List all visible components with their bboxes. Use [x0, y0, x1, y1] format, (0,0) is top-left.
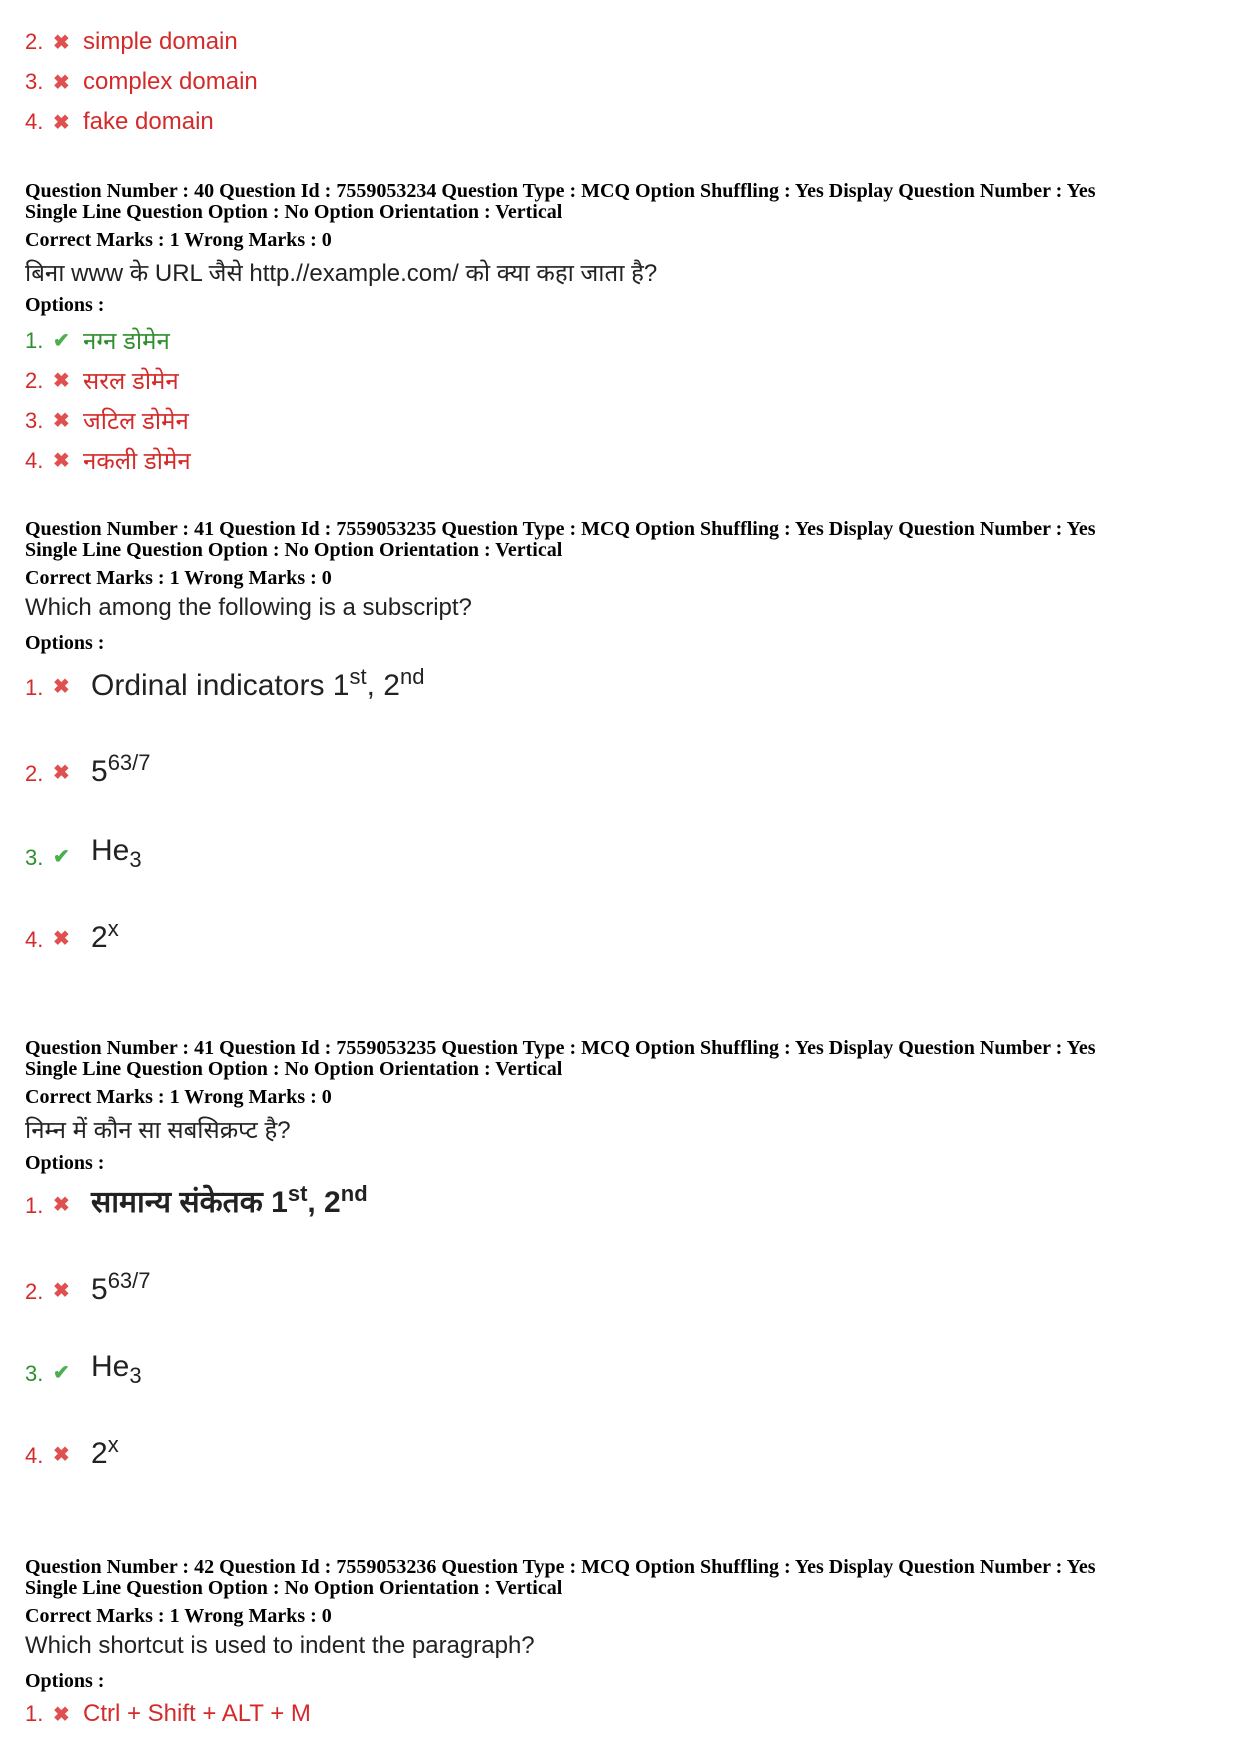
question-text: Which among the following is a subscript? [25, 594, 472, 621]
option-text: नग्न डोमेन [83, 328, 170, 355]
option-row [25, 108, 214, 136]
question-marks: Correct Marks : 1 Wrong Marks : 0 [25, 1086, 332, 1108]
option-number: 4. [25, 109, 44, 134]
option-row [25, 68, 258, 96]
question-meta-line-2: Single Line Question Option : No Option Orientation : Vertical [25, 539, 563, 561]
option-content: Ordinal indicators 1st, 2nd [91, 664, 425, 702]
option-text: नकली डोमेन [83, 448, 191, 475]
option-number: 4. [25, 1443, 44, 1468]
question-meta-line-1: Question Number : 40 Question Id : 7559053234 Question Type : MCQ Option Shuffling : Yes Display Question Number : Yes [25, 180, 1096, 202]
wrong-mark-icon: ✖ [53, 1280, 70, 1302]
option-text: सरल डोमेन [83, 368, 179, 395]
question-meta-line-2: Single Line Question Option : No Option Orientation : Vertical [25, 201, 563, 223]
option-row [25, 28, 238, 56]
question-text: निम्न में कौन सा सबसिक्रप्ट है? [25, 1117, 291, 1144]
wrong-mark-icon: ✖ [53, 1703, 70, 1726]
option-number: 2. [25, 367, 44, 393]
option-number: 2. [25, 1279, 44, 1304]
option-content: $He_3$ [91, 834, 142, 872]
option-text: जटिल डोमेन [83, 408, 189, 435]
option-row [25, 664, 424, 703]
check-mark-icon: ✔ [53, 330, 70, 352]
wrong-mark-icon: ✖ [53, 450, 70, 472]
wrong-mark-icon: ✖ [53, 71, 70, 94]
option-number: 1. [25, 327, 44, 353]
option-content: 2$^x$ [91, 916, 119, 954]
wrong-mark-icon: ✖ [53, 1444, 70, 1466]
option-number: 4. [25, 447, 44, 473]
option-number: 2. [25, 761, 44, 786]
question-text: बिना www के URL जैसे http.//example.com/ को क्या कहा जाता है? [25, 260, 658, 287]
option-text: simple domain [83, 28, 238, 55]
wrong-mark-icon: ✖ [53, 111, 70, 134]
option-row [25, 1350, 142, 1389]
option-row [25, 364, 179, 397]
question-text: Which shortcut is used to indent the paragraph? [25, 1632, 535, 1659]
options-label: Options : [25, 1152, 105, 1174]
option-row [25, 1432, 119, 1471]
option-row [25, 916, 119, 955]
options-label: Options : [25, 1670, 105, 1692]
option-content: 2$^x$ [91, 1432, 119, 1470]
option-row [25, 750, 151, 789]
option-content: $5^{63/7}$ [91, 750, 151, 788]
option-content: $5^{63/7}$ [91, 1268, 151, 1306]
question-marks: Correct Marks : 1 Wrong Marks : 0 [25, 567, 332, 589]
question-meta-line-2: Single Line Question Option : No Option Orientation : Vertical [25, 1577, 563, 1599]
option-number: 3. [25, 407, 44, 433]
question-marks: Correct Marks : 1 Wrong Marks : 0 [25, 1605, 332, 1627]
option-number: 1. [25, 675, 44, 700]
option-number: 2. [25, 29, 44, 54]
wrong-mark-icon: ✖ [53, 1194, 70, 1216]
option-row [25, 444, 191, 477]
wrong-mark-icon: ✖ [53, 31, 70, 54]
option-row [25, 404, 189, 437]
option-row [25, 324, 170, 357]
options-label: Options : [25, 632, 105, 654]
option-text: Ctrl + Shift + ALT + M [83, 1700, 311, 1727]
option-content: सामान्य संकेतक 1st, 2nd [91, 1181, 368, 1219]
question-meta-line-1: Question Number : 41 Question Id : 7559053235 Question Type : MCQ Option Shuffling : Yes Display Question Number : Yes [25, 1037, 1096, 1059]
wrong-mark-icon: ✖ [53, 928, 70, 950]
option-row [25, 1180, 368, 1221]
option-content: $He_3$ [91, 1350, 142, 1388]
option-row [25, 1268, 151, 1307]
wrong-mark-icon: ✖ [53, 762, 70, 784]
wrong-mark-icon: ✖ [53, 676, 70, 698]
question-marks: Correct Marks : 1 Wrong Marks : 0 [25, 229, 332, 251]
question-meta-line-2: Single Line Question Option : No Option Orientation : Vertical [25, 1058, 563, 1080]
options-label: Options : [25, 294, 105, 316]
option-number: 1. [25, 1701, 44, 1726]
option-number: 1. [25, 1193, 44, 1218]
option-row [25, 1700, 311, 1728]
check-mark-icon: ✔ [53, 846, 70, 868]
question-meta-line-1: Question Number : 41 Question Id : 7559053235 Question Type : MCQ Option Shuffling : Yes Display Question Number : Yes [25, 518, 1096, 540]
option-number: 3. [25, 69, 44, 94]
check-mark-icon: ✔ [53, 1362, 70, 1384]
option-number: 3. [25, 1361, 44, 1386]
option-row [25, 834, 142, 873]
wrong-mark-icon: ✖ [53, 370, 70, 392]
option-number: 4. [25, 927, 44, 952]
option-text: fake domain [83, 108, 214, 135]
question-meta-line-1: Question Number : 42 Question Id : 7559053236 Question Type : MCQ Option Shuffling : Yes Display Question Number : Yes [25, 1556, 1096, 1578]
option-text: complex domain [83, 68, 258, 95]
option-number: 3. [25, 845, 44, 870]
wrong-mark-icon: ✖ [53, 410, 70, 432]
